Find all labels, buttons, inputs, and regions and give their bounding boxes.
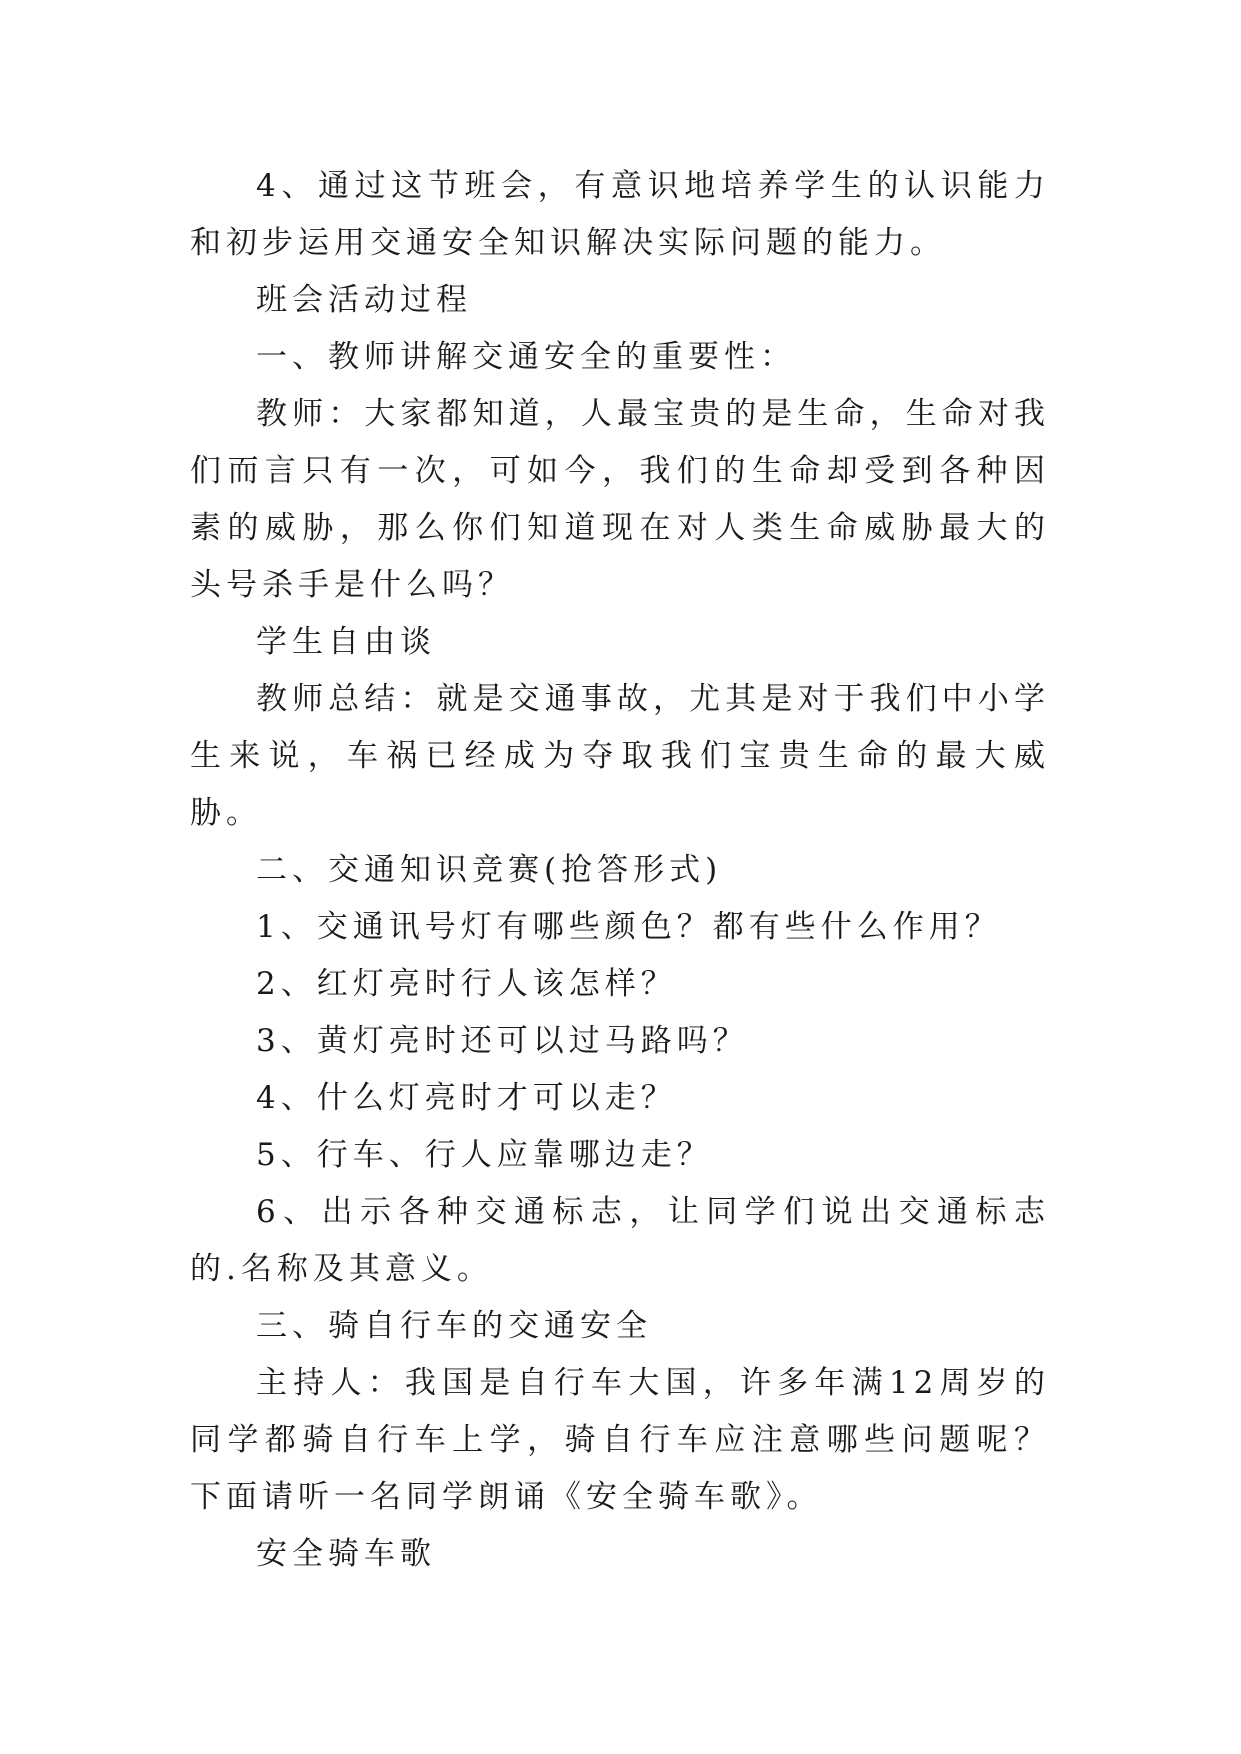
paragraph-question-6: 6、出示各种交通标志，让同学们说出交通标志的.名称及其意义。	[190, 1194, 1050, 1287]
paragraph-section-3-heading: 三、骑自行车的交通安全	[256, 1308, 652, 1344]
paragraph-section-1-heading: 一、教师讲解交通安全的重要性：	[256, 339, 796, 375]
paragraph-host-intro: 主持人：我国是自行车大国，许多年满12周岁的同学都骑自行车上学，骑自行车应注意哪些问题呢？下面请听一名同学朗诵《安全骑车歌》。	[190, 1365, 1050, 1515]
paragraph-question-1: 1、交通讯号灯有哪些颜色？都有些什么作用？	[256, 909, 1001, 945]
paragraph-question-4: 4、什么灯亮时才可以走？	[256, 1080, 677, 1116]
paragraph-objective-4: 4、通过这节班会，有意识地培养学生的认识能力和初步运用交通安全知识解决实际问题的能力。	[190, 168, 1050, 261]
paragraph-process-heading: 班会活动过程	[256, 282, 472, 318]
paragraph-question-5: 5、行车、行人应靠哪边走？	[256, 1137, 713, 1173]
paragraph-question-3: 3、黄灯亮时还可以过马路吗？	[256, 1023, 749, 1059]
paragraph-question-2: 2、红灯亮时行人该怎样？	[256, 966, 677, 1002]
paragraph-poem-title: 安全骑车歌	[256, 1536, 436, 1572]
paragraph-student-discussion: 学生自由谈	[256, 624, 436, 660]
paragraph-section-2-heading: 二、交通知识竞赛(抢答形式)	[256, 852, 723, 888]
paragraph-teacher-intro: 教师：大家都知道，人最宝贵的是生命，生命对我们而言只有一次，可如今，我们的生命却受到各种因素的威胁，那么你们知道现在对人类生命威胁最大的头号杀手是什么吗？	[190, 396, 1050, 603]
paragraph-teacher-summary: 教师总结：就是交通事故，尤其是对于我们中小学生来说，车祸已经成为夺取我们宝贵生命的最大威胁。	[190, 681, 1050, 831]
document-body	[190, 158, 1050, 1583]
